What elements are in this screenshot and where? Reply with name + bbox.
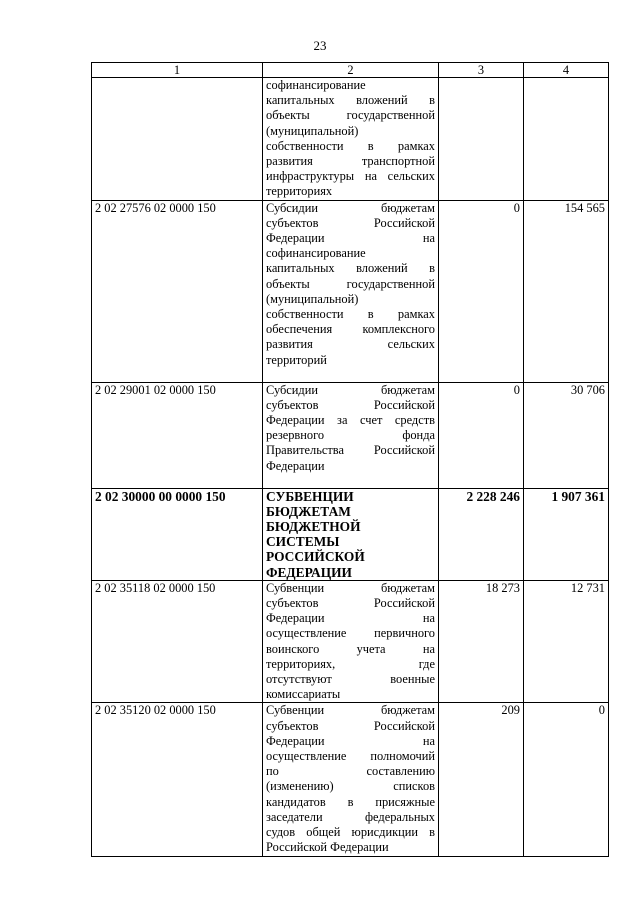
- amount-col-3-cell: [439, 78, 524, 201]
- budget-code-cell: 2 02 27576 02 0000 150: [92, 200, 263, 382]
- description-line: судов общей юрисдикции в: [266, 825, 435, 840]
- description-line: кандидатов в присяжные: [266, 794, 435, 809]
- description-line: субъектов Российской: [266, 718, 435, 733]
- description-line: (муниципальной): [266, 123, 359, 138]
- description-line: собственности в рамках: [266, 307, 435, 322]
- description-line: обеспечения комплексного: [266, 322, 435, 337]
- description-cell: [263, 488, 439, 580]
- description-line: Правительства Российской: [266, 443, 435, 458]
- description-line: Субсидии бюджетам: [266, 200, 435, 215]
- description-line: Субвенции бюджетам: [266, 580, 435, 595]
- description-line: БЮДЖЕТАМ: [266, 503, 351, 519]
- description-line: резервного фонда: [266, 428, 435, 443]
- table-row: [92, 488, 609, 580]
- description-line: территориях: [266, 184, 333, 199]
- header-col-3: 3: [439, 63, 524, 78]
- description-line: территорий: [266, 352, 327, 367]
- amount-col-3-cell: 2 228 246: [439, 488, 524, 580]
- description-line: Федерации: [266, 458, 325, 473]
- page-number: 23: [313, 38, 327, 53]
- header-col-2: 2: [263, 63, 439, 78]
- description-line: территориях, где: [266, 656, 435, 671]
- description-line: РОССИЙСКОЙ: [266, 549, 365, 565]
- description-line: капитальных вложений в: [266, 93, 435, 108]
- table-row: [92, 382, 609, 488]
- description-line: объекты государственной: [266, 108, 435, 123]
- table-row: [92, 200, 609, 382]
- description-line: по составлению: [266, 764, 435, 779]
- description-line: отсутствуют военные: [266, 672, 435, 687]
- description-line: (изменению) списков: [266, 779, 435, 794]
- description-line: (муниципальной): [266, 291, 359, 306]
- amount-col-3-cell: 0: [439, 382, 524, 488]
- description-line: осуществление первичного: [266, 626, 435, 641]
- description-line: заседатели федеральных: [266, 809, 435, 824]
- amount-col-4-cell: 12 731: [524, 580, 609, 703]
- amount-col-3-cell: 18 273: [439, 580, 524, 703]
- amount-col-4-cell: [524, 78, 609, 201]
- table-header-row: [92, 63, 609, 78]
- budget-code-cell: 2 02 35120 02 0000 150: [92, 703, 263, 856]
- description-cell: [263, 200, 439, 382]
- amount-col-4-cell: 154 565: [524, 200, 609, 382]
- budget-code-cell: 2 02 29001 02 0000 150: [92, 382, 263, 488]
- amount-col-4-cell: 0: [524, 703, 609, 856]
- description-line: БЮДЖЕТНОЙ: [266, 519, 361, 535]
- description-line: капитальных вложений в: [266, 261, 435, 276]
- amount-col-3-cell: 0: [439, 200, 524, 382]
- description-line: Федерации на: [266, 611, 435, 626]
- description-line: СУБВЕНЦИИ: [266, 488, 354, 504]
- description-line: собственности в рамках: [266, 138, 435, 153]
- amount-col-3-cell: 209: [439, 703, 524, 856]
- amount-col-4-cell: 1 907 361: [524, 488, 609, 580]
- description-line: субъектов Российской: [266, 596, 435, 611]
- description-line: СИСТЕМЫ: [266, 534, 340, 550]
- description-line: Федерации за счет средств: [266, 413, 435, 428]
- description-cell: [263, 580, 439, 703]
- description-line: инфраструктуры на сельских: [266, 169, 435, 184]
- description-cell: [263, 78, 439, 201]
- budget-code-cell: [92, 78, 263, 201]
- description-line: комиссариаты: [266, 687, 341, 702]
- description-line: развития транспортной: [266, 154, 435, 169]
- description-cell: [263, 703, 439, 856]
- header-col-1: 1: [92, 63, 263, 78]
- description-line: Федерации на: [266, 733, 435, 748]
- description-line: Субсидии бюджетам: [266, 382, 435, 397]
- description-line: развития сельских: [266, 337, 435, 352]
- description-cell: [263, 382, 439, 488]
- description-line: Российской Федерации: [266, 840, 389, 855]
- description-line: Субвенции бюджетам: [266, 703, 435, 718]
- description-line: софинансирование: [266, 246, 366, 261]
- description-line: объекты государственной: [266, 276, 435, 291]
- table-row: [92, 78, 609, 201]
- description-line: ФЕДЕРАЦИИ: [266, 564, 352, 580]
- description-line: воинского учета на: [266, 641, 435, 656]
- budget-table: [91, 62, 609, 857]
- description-line: субъектов Российской: [266, 215, 435, 230]
- description-line: субъектов Российской: [266, 397, 435, 412]
- description-line: софинансирование: [266, 78, 366, 92]
- table-row: [92, 703, 609, 856]
- table-row: [92, 580, 609, 703]
- amount-col-4-cell: 30 706: [524, 382, 609, 488]
- header-col-4: 4: [524, 63, 609, 78]
- budget-code-cell: 2 02 35118 02 0000 150: [92, 580, 263, 703]
- budget-code-cell: 2 02 30000 00 0000 150: [92, 488, 263, 580]
- description-line: осуществление полномочий: [266, 749, 435, 764]
- description-line: Федерации на: [266, 231, 435, 246]
